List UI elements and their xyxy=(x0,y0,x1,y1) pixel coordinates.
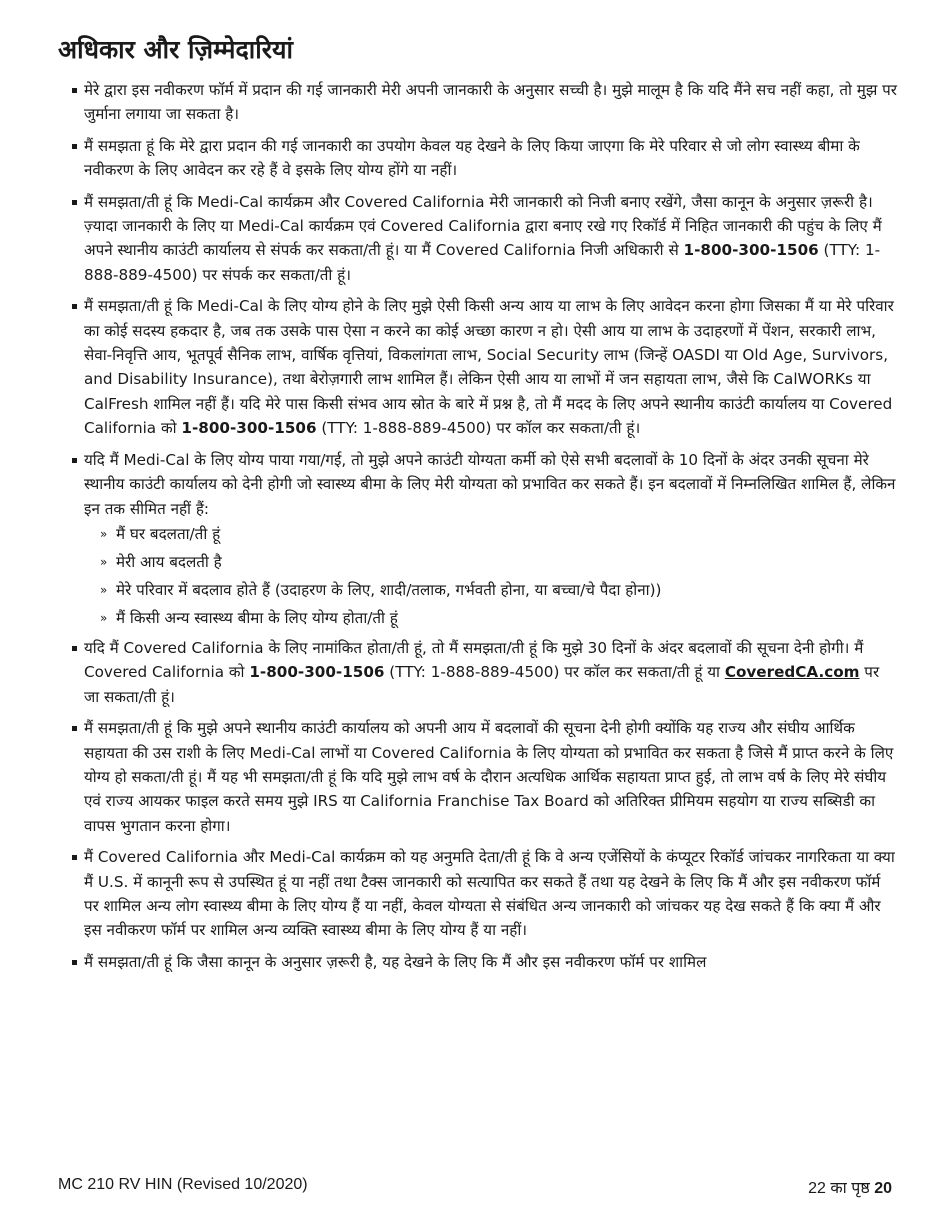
page-of-label: 22 का पृष्ठ xyxy=(808,1180,875,1197)
rights-list xyxy=(58,78,898,974)
form-id: MC 210 RV HIN (Revised 10/2020) xyxy=(58,1176,308,1193)
bullet-item: मैं समझता/ती हूं कि मुझे अपने स्थानीय काउंटी कार्यालय को अपनी आय में बदलावों की सूचना देनी होगी क्योंकि यह राज्य और संघीय आर्थिक सहायता की उस राशी के लिए Medi-Cal लाभों या Covered California के लिए योग्यता को प्रभावित कर सकता है जिसे मैं प्राप्त करने के लिए योग्य हो सकता/ती हूं। मैं यह भी समझता/ती हूं कि यदि मुझे लाभ वर्ष के दौरान अत्यधिक आर्थिक सहायता प्राप्त हुई, तो लाभ वर्ष के लिए मेरे संघीय एवं राज्य आयकर फाइल करते समय मुझे IRS या California Franchise Tax Board को अतिरिक्त प्रीमियम सहयोग या राज्य सब्सिडी का वापस भुगतान करना होगा। xyxy=(58,716,898,838)
bullet-text: मैं समझता/ती हूं कि Medi-Cal कार्यक्रम और Covered California मेरी जानकारी को निजी बनाए रखेंगे, जैसा कानून के अनुसार ज़रूरी है। ज़्यादा जानकारी के लिए या Medi-Cal कार्यक्रम एवं Covered California द्वारा बनाए रखे गए रिकॉर्ड में निहित जानकारी की पहुंच के लिए मैं अपने स्थानीय काउंटी कार्यालय से संपर्क कर सकता/ती हूं। या मैं Covered California निजी अधिकारी से xyxy=(84,192,882,260)
bullet-item xyxy=(58,448,898,629)
bullet-item xyxy=(58,190,898,288)
bullet-item: मेरे द्वारा इस नवीकरण फॉर्म में प्रदान की गई जानकारी मेरी अपनी जानकारी के अनुसार सच्ची है। मुझे मालूम है कि यदि मैंने सच नहीं कहा, तो मुझ पर जुर्माना लगाया जा सकता है। xyxy=(58,78,898,127)
bullet-text: (TTY: 1-888-889-4500) पर कॉल कर सकता/ती हूं या xyxy=(384,663,725,682)
bullet-text: यदि मैं Covered California के लिए नामांकित होता/ती हूं, तो मैं समझता/ती हूं कि मुझे 30 दिनों के अंदर बदलावों की सूचना देनी होगी। मैं Covered California को xyxy=(84,638,864,682)
bullet-text: (TTY: 1-888-889-4500) पर संपर्क कर सकता/ती हूं। xyxy=(84,241,881,284)
sub-item-text: मैं किसी अन्य स्वास्थ्य बीमा के लिए योग्य होता/ती हूं xyxy=(116,608,398,627)
sub-item-text: मैं घर बदलता/ती हूं xyxy=(116,524,221,543)
bullet-text: मैं समझता/ती हूं कि Medi-Cal के लिए योग्य होने के लिए मुझे ऐसी किसी अन्य आय या लाभ के लिए आवेदन करना होगा जिसका मैं या मेरे परिवार का कोई सदस्य हकदार है, जब तक उसके पास ऐसा न करने का कोई अच्छा कारण न हो। ऐसी आय या लाभ के उदाहरणों में पेंशन, सरकारी लाभ, सेवा-निवृत्ति आय, भूतपूर्व सैनिक लाभ, वार्षिक वृत्तियां, विकलांगता लाभ, Social Security लाभ (जिन्हें OASDI या Old Age, Survivors, and Disability Insurance), तथा बेरोज़गारी लाभ शामिल हैं। लेकिन ऐसी आय या लाभों में जन सहायता लाभ, जैसे कि CalWORKs या CalFresh शामिल नहीं हैं। यदि मेरे पास किसी संभव आय स्रोत के बारे में प्रश्न है, तो मैं मदद के लिए अपने स्थानीय काउंटी कार्यालय या Covered California को xyxy=(84,297,894,438)
chevron-right-icon: » xyxy=(100,610,108,625)
phone-number: 1-800-300-1506 xyxy=(249,663,385,682)
sub-item xyxy=(100,607,898,629)
chevron-right-icon: » xyxy=(100,526,108,541)
bullet-item: मैं समझता हूं कि मेरे द्वारा प्रदान की गई जानकारी का उपयोग केवल यह देखने के लिए किया जाएगा कि मेरे परिवार से जो लोग स्वास्थ्य बीमा के नवीकरण के लिए आवेदन कर रहे हैं वे इसके लिए योग्य होंगे या नहीं। xyxy=(58,134,898,183)
bullet-item: मैं Covered California और Medi-Cal कार्यक्रम को यह अनुमति देता/ती हूं कि वे अन्य एजेंसियों के कंप्यूटर रिकॉर्ड जांचकर नागरिकता या क्या मैं U.S. में कानूनी रूप से उपस्थित हूं या नहीं तथा टैक्स जानकारी को सत्यापित कर सकते हैं तथा यह देखने के लिए कि मैं और इस नवीकरण फॉर्म पर शामिल अन्य लोग स्वास्थ्य बीमा के लिए योग्य हैं या नहीं, केवल योग्यता से संबंधित अन्य जानकारी को जांचकर यह देख सकते हैं कि क्या मैं और इस नवीकरण फॉर्म पर शामिल अन्य व्यक्ति स्वास्थ्य बीमा के लिए योग्य हैं या नहीं। xyxy=(58,845,898,943)
sub-item-text: मेरे परिवार में बदलाव होते हैं (उदाहरण के लिए, शादी/तलाक, गर्भवती होना, या बच्चा/चे पैदा होना)) xyxy=(116,580,662,599)
document-page xyxy=(58,30,898,981)
chevron-right-icon: » xyxy=(100,582,108,597)
sub-item xyxy=(100,579,898,601)
phone-number: 1-800-300-1506 xyxy=(181,419,317,438)
changes-sublist xyxy=(84,523,898,629)
bullet-text: यदि मैं Medi-Cal के लिए योग्य पाया गया/गई, तो मुझे अपने काउंटी योग्यता कर्मी को ऐसे सभी बदलावों के 10 दिनों के अंदर उनकी सूचना मेरे स्थानीय काउंटी कार्यालय को देनी होगी जो स्वास्थ्य बीमा के लिए मेरी योग्यता को प्रभावित कर सकते हैं। इन बदलावों में निम्नलिखित शामिल हैं, लेकिन इन तक सीमित नहीं हैं: xyxy=(84,450,896,518)
page-number: 20 xyxy=(874,1180,892,1197)
sub-item-text: मेरी आय बदलती है xyxy=(116,552,222,571)
bullet-item xyxy=(58,294,898,440)
bullet-text: पर जा सकता/ती हूं। xyxy=(84,663,880,706)
bullet-text: (TTY: 1-888-889-4500) पर कॉल कर सकता/ती हूं। xyxy=(316,419,641,438)
bullet-item xyxy=(58,636,898,709)
sub-item xyxy=(100,523,898,545)
phone-number: 1-800-300-1506 xyxy=(683,241,819,260)
chevron-right-icon: » xyxy=(100,554,108,569)
page-indicator xyxy=(808,1176,892,1198)
page-title: अधिकार और ज़िम्मेदारियां xyxy=(58,35,293,64)
coveredca-link[interactable]: CoveredCA.com xyxy=(724,663,860,682)
sub-item xyxy=(100,551,898,573)
bullet-item: मैं समझता/ती हूं कि जैसा कानून के अनुसार ज़रूरी है, यह देखने के लिए कि मैं और इस नवीकरण फॉर्म पर शामिल xyxy=(58,950,898,974)
